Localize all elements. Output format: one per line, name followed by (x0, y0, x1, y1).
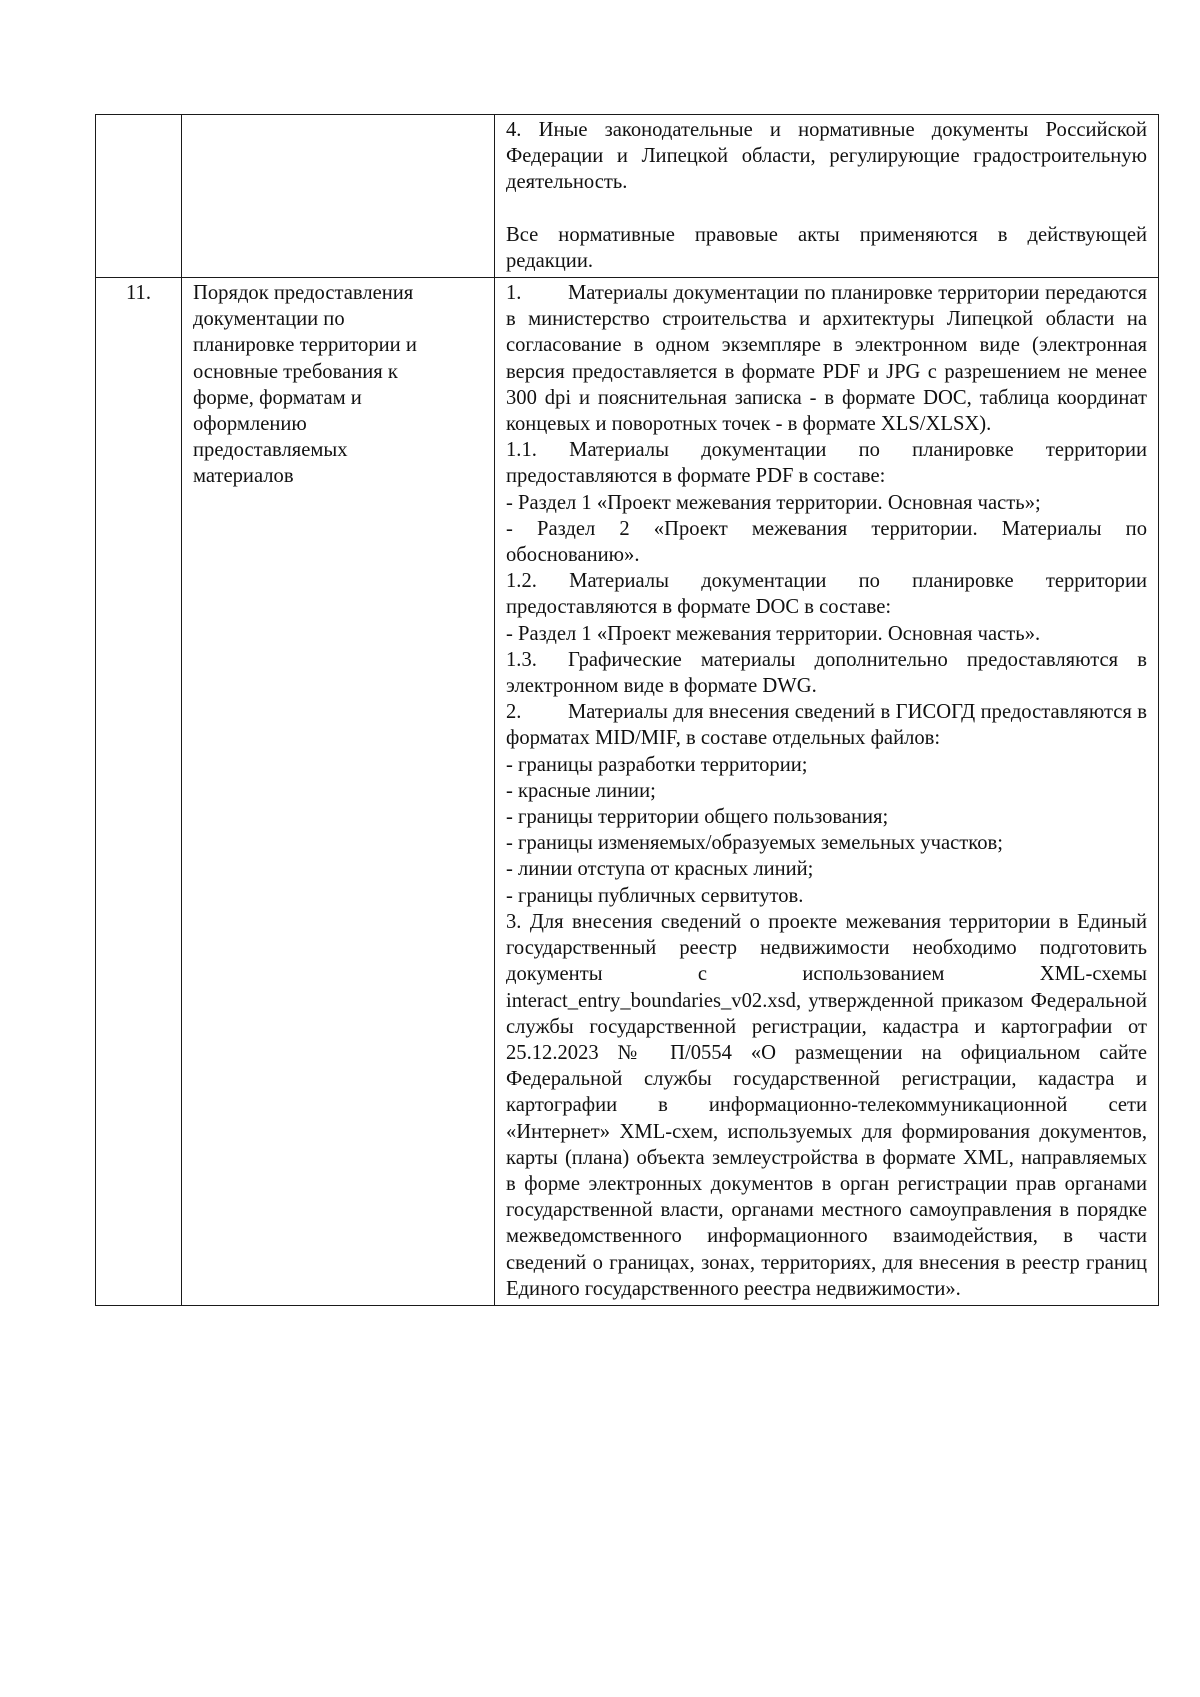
name-line: форме, форматам и (193, 386, 362, 409)
name-line: Порядок предоставления (193, 282, 414, 305)
paragraph-2 (506, 699, 1147, 751)
row-number-cell (96, 115, 182, 278)
table-row-11 (96, 278, 1159, 1306)
list-item: - границы разработки территории; (506, 753, 808, 776)
item-number: 2. (506, 701, 522, 724)
name-line: материалов (193, 465, 294, 488)
name-line: планировке территории и (193, 334, 417, 357)
paragraph-1-3 (506, 647, 1147, 699)
name-line: основные требования к (193, 360, 398, 383)
requirements-table (95, 114, 1159, 1306)
paragraph-gap (506, 196, 1147, 222)
list-item: - линии отступа от красных линий; (506, 858, 814, 881)
list-item: - Раздел 1 «Проект межевания территории. Основная часть»; (506, 491, 1041, 514)
item-number: 1.3. (506, 648, 537, 671)
paragraph-3: 3. Для внесения сведений о проекте межевания территории в Единый государственный реестр недвижимости необходимо подготовить документы с использованием XML-схемы interact_entry_boundaries_v02.xsd, утвержденной приказом Федеральной службы государственной регистрации, кадастра и картографии от 25.12.2023 № П/0554 «О размещении на официальном сайте Федеральной службы государственной регистрации, кадастра и картографии в информационно-телекоммуникационной сети «Интернет» XML-схем, используемых для формирования документов, карты (плана) объекта землеустройства в формате XML, направляемых в форме электронных документов в орган регистрации прав органами государственной власти, органами местного самоуправления в порядке межведомственного информационного взаимодействия, в части сведений о границах, зонах, территориях, для внесения в реестр границ Единого государственного реестра недвижимости». (506, 910, 1147, 1300)
item-text: Графические материалы дополнительно предоставляются в электронном виде в формате DWG. (506, 648, 1147, 698)
paragraph-1-2: 1.2. Материалы документации по планировке территории предоставляются в формате DOC в составе: (506, 570, 1147, 619)
list-item: - границы изменяемых/образуемых земельных участков; (506, 832, 1003, 855)
name-line: документации по (193, 308, 345, 331)
row-body-cell (495, 278, 1159, 1306)
item-text: Материалы документации по планировке территории передаются в министерство строительства и архитектуры Липецкой области на согласование в одном экземпляре в электронном виде (электронная версия предоставляется в формате PDF и JPG с разрешением не менее 300 dpi и пояснительная записка - в формате DOC, таблица координат концевых и поворотных точек - в формате XLS/XLSX). (506, 282, 1147, 436)
row-body-cell (495, 115, 1159, 278)
item-number: 1. (506, 282, 522, 305)
name-line: предоставляемых (193, 439, 348, 462)
list-item: - Раздел 1 «Проект межевания территории. Основная часть». (506, 622, 1041, 645)
paragraph-other-documents: 4. Иные законодательные и нормативные документы Российской Федерации и Липецкой области, регулирующие градостроительную деятельность. (506, 119, 1147, 194)
paragraph-acts-edition: Все нормативные правовые акты применяются в действующей редакции. (506, 223, 1147, 272)
list-item: - границы территории общего пользования; (506, 806, 889, 829)
row-number-cell: 11. (96, 278, 182, 1306)
table-row-continuation (96, 115, 1159, 278)
list-item: - красные линии; (506, 779, 656, 802)
row-name-cell (182, 278, 495, 1306)
name-line: оформлению (193, 413, 307, 436)
paragraph-1 (506, 280, 1147, 437)
list-item: - Раздел 2 «Проект межевания территории. Материалы по обоснованию». (506, 517, 1147, 567)
list-item: - границы публичных сервитутов. (506, 884, 804, 907)
paragraph-1-1: 1.1. Материалы документации по планировке территории предоставляются в формате PDF в составе: (506, 439, 1147, 488)
item-text: Материалы для внесения сведений в ГИСОГД предоставляются в форматах MID/MIF, в составе отдельных файлов: (506, 701, 1147, 750)
row-name-cell (182, 115, 495, 278)
